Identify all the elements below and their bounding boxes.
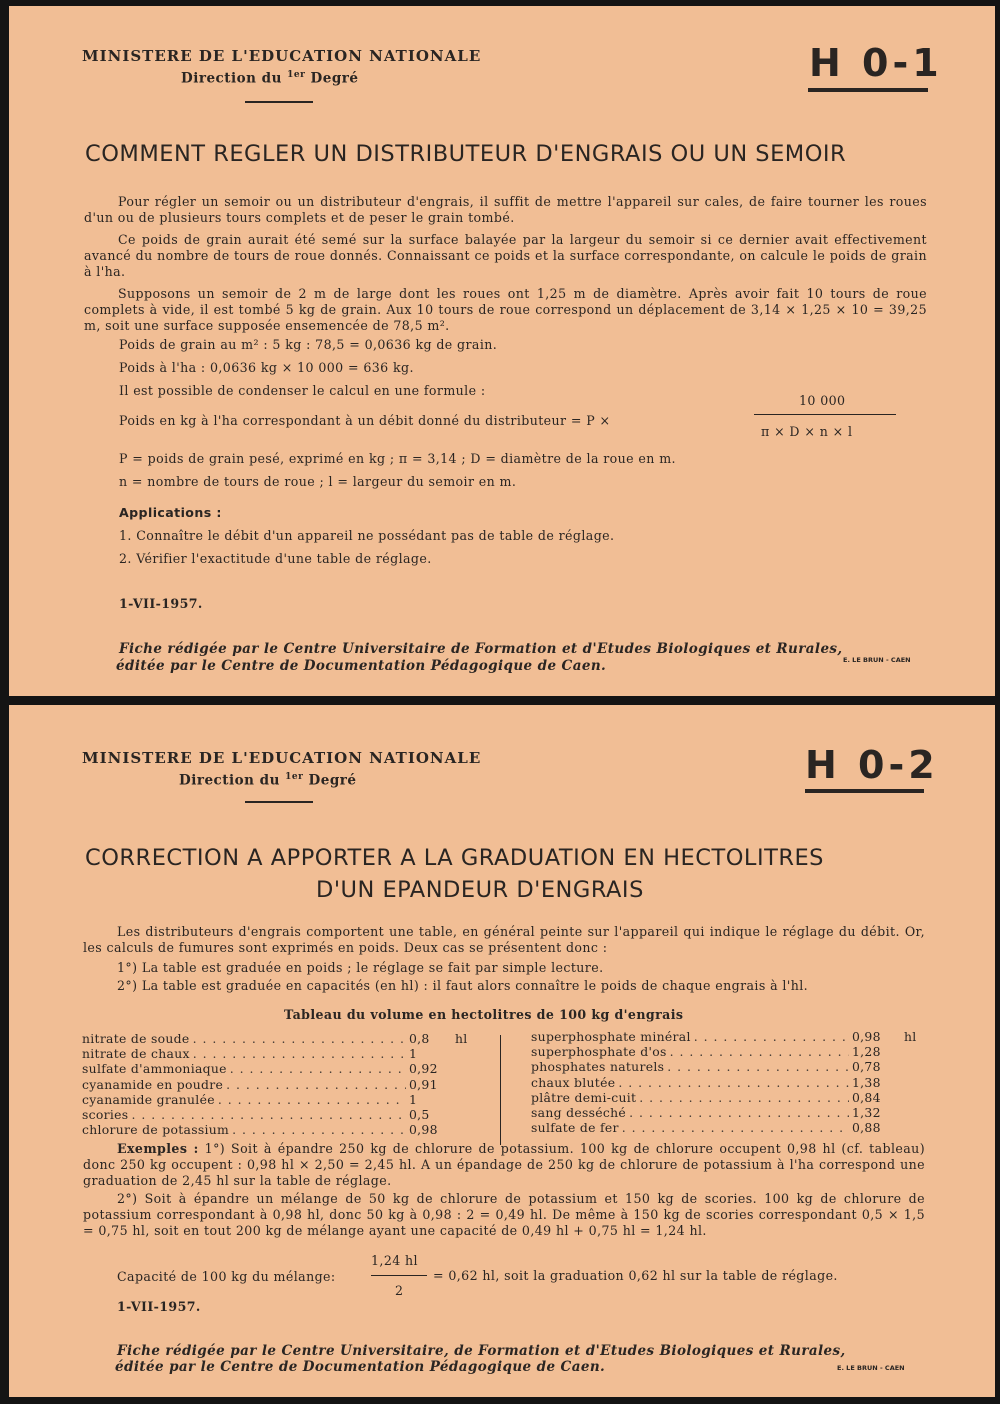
- calc-line-2: Poids à l'ha : 0,0636 kg × 10 000 = 636 kg.: [119, 360, 414, 375]
- case-1: 1°) La table est graduée en poids ; le réglage se fait par simple lecture.: [117, 960, 604, 975]
- dot-leader: [218, 1092, 406, 1107]
- example-1-text: 1°) Soit à épandre 250 kg de chlorure de potassium. 100 kg de chlorure occupent 0,98 hl (cf. tableau) donc 250 kg occupent : 0,98 hl × 2,50 = 2,45 hl. A un épandage de 250 kg de chlorure de potassium à l'ha correspond une graduation de 2,45 hl sur la table de réglage.: [83, 1141, 926, 1188]
- table-row: [82, 1046, 477, 1061]
- volume-value: 0,84: [852, 1089, 881, 1105]
- direction-text: Direction du: [179, 772, 280, 789]
- volume-value: 0,5: [409, 1106, 430, 1122]
- capacity-label: Capacité de 100 kg du mélange:: [117, 1269, 336, 1284]
- volume-value: 1: [409, 1046, 418, 1062]
- capacity-denominator: 2: [395, 1283, 404, 1298]
- volume-value: 0,88: [852, 1120, 881, 1136]
- dot-leader: [667, 1059, 849, 1074]
- card-h01: [9, 6, 995, 696]
- capacity-bar: [371, 1275, 427, 1276]
- table-row: [82, 1122, 477, 1137]
- card-h02: [9, 705, 995, 1397]
- sheet-title-line-1: CORRECTION A APPORTER A LA GRADUATION EN HECTOLITRES: [85, 845, 824, 871]
- examples-label: Exemples :: [117, 1141, 199, 1156]
- table-left-column: [82, 1031, 477, 1137]
- table-row: [82, 1031, 477, 1046]
- dot-leader: [193, 1031, 406, 1046]
- footer-line-1: Fiche rédigée par le Centre Universitaire de Formation et d'Etudes Biologiques et Rurales,: [119, 641, 843, 657]
- definitions-line-1: P = poids de grain pesé, exprimé en kg ; π = 3,14 ; D = diamètre de la roue en m.: [119, 451, 676, 466]
- dot-leader: [629, 1105, 849, 1120]
- table-row: [531, 1090, 926, 1105]
- direction-text: Direction du: [181, 70, 282, 87]
- fertilizer-name: scories: [82, 1106, 129, 1122]
- fertilizer-name: sulfate de fer: [531, 1120, 619, 1136]
- header-rule: [245, 801, 313, 803]
- fertilizer-name: nitrate de chaux: [82, 1046, 190, 1062]
- volume-value: 1,32: [852, 1104, 881, 1120]
- table-row: [531, 1044, 926, 1059]
- direction-line: [179, 772, 356, 789]
- paragraph-1: Les distributeurs d'engrais comportent une table, en général peinte sur l'appareil qui indique le réglage du débit. Or, les calculs de fumures sont exprimés en poids. Deux cas se présentent donc :: [83, 924, 925, 955]
- fertilizer-name: superphosphate d'os: [531, 1044, 667, 1060]
- unit-label: hl: [455, 1031, 468, 1046]
- volume-value: 0,92: [409, 1061, 438, 1077]
- table-row: [82, 1107, 477, 1122]
- table-row: [531, 1120, 926, 1135]
- table-divider: [500, 1035, 501, 1145]
- dot-leader: [694, 1029, 849, 1044]
- formula-bar: [754, 414, 896, 415]
- date: 1-VII-1957.: [117, 1299, 201, 1314]
- volume-value: 0,91: [409, 1076, 438, 1092]
- header-rule: [245, 101, 313, 103]
- dot-leader: [193, 1046, 406, 1061]
- volume-value: 0,98: [409, 1122, 438, 1138]
- footer-line-1: Fiche rédigée par le Centre Universitaire, de Formation et d'Etudes Biologiques et Rurales,: [117, 1343, 846, 1359]
- fertilizer-name: sulfate d'ammoniaque: [82, 1061, 227, 1077]
- dot-leader: [232, 1122, 406, 1137]
- table-right-column: [531, 1029, 926, 1135]
- table-row: [531, 1029, 926, 1044]
- sheet-code: H 0-2: [805, 743, 939, 787]
- application-2: 2. Vérifier l'exactitude d'une table de réglage.: [119, 551, 432, 566]
- fertilizer-name: cyanamide en poudre: [82, 1076, 224, 1092]
- formula-denominator: π × D × n × l: [761, 424, 853, 439]
- table-row: [531, 1075, 926, 1090]
- example-2: 2°) Soit à épandre un mélange de 50 kg de chlorure de potassium et 150 kg de scories. 100 kg de chlorure de potassium correspondant à 0,98 hl, donc 50 kg à 0,98 : 2 = 0,49 hl. De même à 150 kg de scories correspondant 0,5 × 1,5 = 0,75 hl, soit en tout 200 kg de mélange ayant une capacité de 0,49 hl + 0,75 hl = 1,24 hl.: [83, 1191, 925, 1238]
- fertilizer-name: superphosphate minéral: [531, 1029, 691, 1044]
- fertilizer-name: chlorure de potassium: [82, 1122, 230, 1138]
- date: 1-VII-1957.: [119, 596, 203, 611]
- table-row: [531, 1059, 926, 1074]
- code-rule: [808, 88, 928, 92]
- code-rule: [805, 789, 924, 793]
- capacity-numerator: 1,24 hl: [371, 1253, 418, 1268]
- calc-line-3: Il est possible de condenser le calcul en une formule :: [119, 383, 486, 398]
- paragraph-1: Pour régler un semoir ou un distributeur d'engrais, il suffit de mettre l'appareil sur cales, de faire tourner les roues d'un ou de plusieurs tours complets et de peser le grain tombé.: [84, 194, 927, 225]
- dot-leader: [131, 1107, 406, 1122]
- direction-end: Degré: [308, 772, 357, 789]
- definitions-line-2: n = nombre de tours de roue ; l = largeur du semoir en m.: [119, 474, 517, 489]
- fertilizer-name: phosphates naturels: [531, 1059, 665, 1075]
- printer-mark: E. LE BRUN - CAEN: [843, 656, 911, 664]
- case-2: 2°) La table est graduée en capacités (en hl) : il faut alors connaître le poids de chaque engrais à l'hl.: [117, 978, 809, 993]
- volume-value: 0,98: [852, 1029, 881, 1044]
- volume-value: 1: [409, 1091, 418, 1107]
- direction-sup: 1er: [287, 70, 306, 80]
- capacity-result: = 0,62 hl, soit la graduation 0,62 hl sur la table de réglage.: [433, 1268, 838, 1283]
- volume-value: 1,28: [852, 1044, 881, 1060]
- volume-value: 0,8: [409, 1031, 430, 1046]
- direction-end: Degré: [310, 70, 359, 87]
- ministry-heading: MINISTERE DE L'EDUCATION NATIONALE: [82, 47, 482, 65]
- dot-leader: [230, 1061, 406, 1076]
- dot-leader: [618, 1075, 849, 1090]
- formula-numerator: 10 000: [799, 393, 846, 408]
- volume-value: 0,78: [852, 1059, 881, 1075]
- dot-leader: [670, 1044, 849, 1059]
- table-row: [82, 1061, 477, 1076]
- direction-line: [181, 70, 358, 87]
- example-1: [83, 1141, 925, 1188]
- fertilizer-name: nitrate de soude: [82, 1031, 190, 1046]
- table-row: [531, 1105, 926, 1120]
- fertilizer-name: cyanamide granulée: [82, 1091, 215, 1107]
- ministry-heading: MINISTERE DE L'EDUCATION NATIONALE: [82, 749, 482, 767]
- dot-leader: [226, 1077, 406, 1092]
- fertilizer-name: chaux blutée: [531, 1074, 616, 1090]
- sheet-title: COMMENT REGLER UN DISTRIBUTEUR D'ENGRAIS OU UN SEMOIR: [85, 141, 847, 167]
- sheet-title-line-2: D'UN EPANDEUR D'ENGRAIS: [316, 877, 644, 903]
- unit-label: hl: [904, 1029, 917, 1044]
- paragraph-2: Ce poids de grain aurait été semé sur la surface balayée par la largeur du semoir si ce dernier avait effectivement avancé du nombre de tours de roue donnés. Connaissant ce poids et la surface correspondante, on calcule le poids de grain à l'ha.: [84, 232, 927, 279]
- fertilizer-name: plâtre demi-cuit: [531, 1089, 637, 1105]
- footer-line-2: éditée par le Centre de Documentation Pédagogique de Caen.: [116, 658, 607, 674]
- calc-line-1: Poids de grain au m² : 5 kg : 78,5 = 0,0636 kg de grain.: [119, 337, 498, 352]
- volume-value: 1,38: [852, 1074, 881, 1090]
- direction-sup: 1er: [285, 772, 304, 782]
- table-row: [82, 1092, 477, 1107]
- dot-leader: [639, 1090, 849, 1105]
- table-title: Tableau du volume en hectolitres de 100 kg d'engrais: [284, 1007, 684, 1022]
- printer-mark: E. LE BRUN - CAEN: [837, 1364, 905, 1372]
- dot-leader: [622, 1120, 849, 1135]
- paragraph-3: Supposons un semoir de 2 m de large dont les roues ont 1,25 m de diamètre. Après avoir fait 10 tours de roue complets à vide, il est tombé 5 kg de grain. Aux 10 tours de roue correspond un déplacement de 3,14 × 1,25 × 10 = 39,25 m, soit une surface supposée ensemencée de 78,5 m².: [84, 286, 927, 333]
- table-row: [82, 1077, 477, 1092]
- footer-line-2: éditée par le Centre de Documentation Pédagogique de Caen.: [115, 1359, 606, 1375]
- sheet-code: H 0-1: [809, 41, 943, 85]
- application-1: 1. Connaître le débit d'un appareil ne possédant pas de table de réglage.: [119, 528, 615, 543]
- formula-text: Poids en kg à l'ha correspondant à un débit donné du distributeur = P ×: [119, 413, 611, 428]
- applications-title: Applications :: [119, 505, 222, 520]
- fertilizer-name: sang desséché: [531, 1104, 627, 1120]
